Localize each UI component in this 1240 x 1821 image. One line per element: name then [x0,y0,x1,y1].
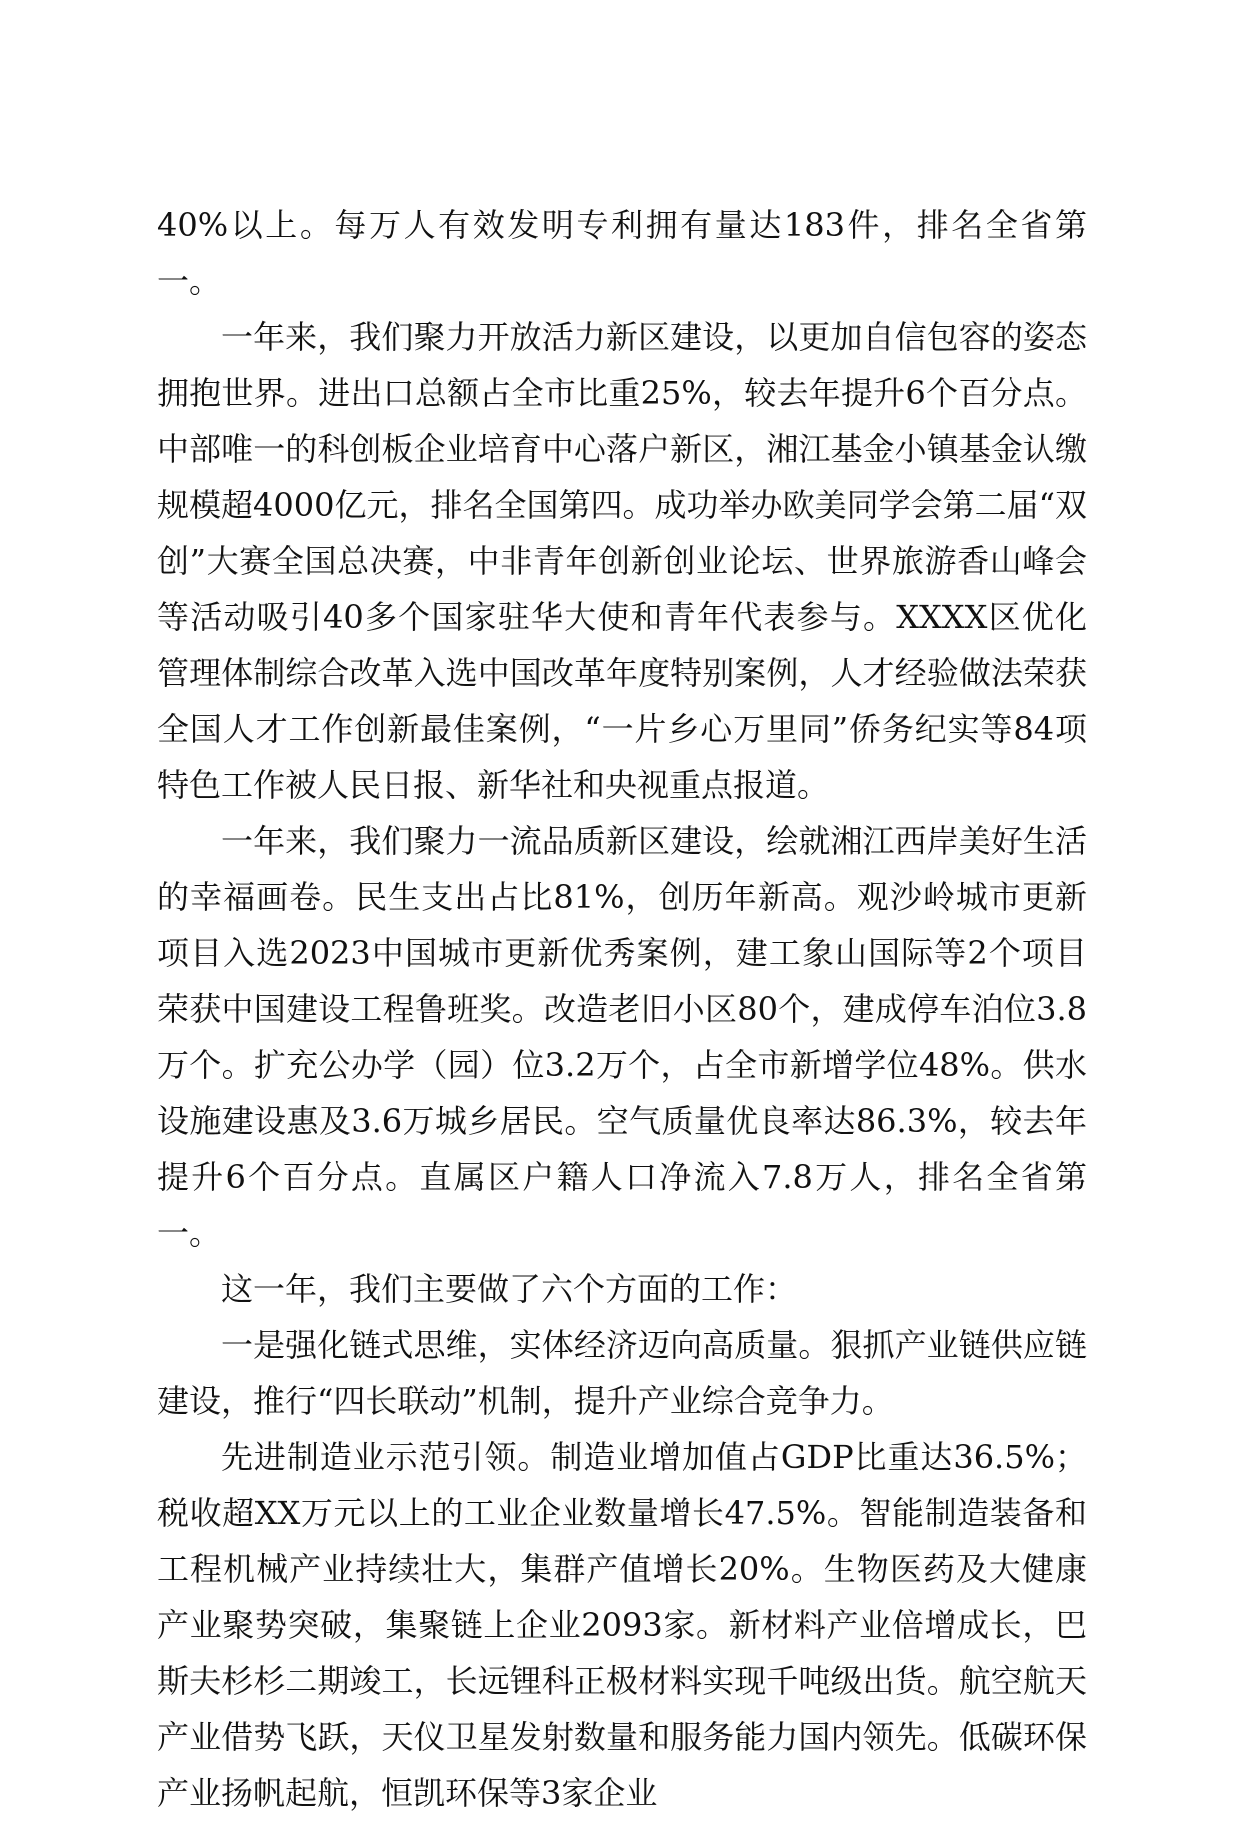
paragraph-six-aspects: 这一年，我们主要做了六个方面的工作： [221,1270,798,1308]
paragraph-quality-new-area: 一年来，我们聚力一流品质新区建设，绘就湘江西岸美好生活的幸福画卷。民生支出占比81%，创历年新高。观沙岭城市更新项目入选2023中国城市更新优秀案例，建工象山国际等2个项目荣获中国建设工程鲁班奖。改造老旧小区80个，建成停车泊位3.8万个。扩充公办学（园）位3.2万个，占全市新增学位48%。供水设施建设惠及3.6万城乡居民。空气质量优良率达86.3%，较去年提升6个百分点。直属区户籍人口净流入7.8万人，排名全省第一。 [157,822,1087,1252]
document-body [157,197,1087,1821]
paragraph-open-new-area: 一年来，我们聚力开放活力新区建设，以更加自信包容的姿态拥抱世界。进出口总额占全市比重25%，较去年提升6个百分点。中部唯一的科创板企业培育中心落户新区，湘江基金小镇基金认缴规模超4000亿元，排名全国第四。成功举办欧美同学会第二届“双创”大赛全国总决赛，中非青年创新创业论坛、世界旅游香山峰会等活动吸引40多个国家驻华大使和青年代表参与。XXXX区优化管理体制综合改革入选中国改革年度特别案例，人才经验做法荣获全国人才工作创新最佳案例，“一片乡心万里同”侨务纪实等84项特色工作被人民日报、新华社和央视重点报道。 [157,318,1087,804]
paragraph-chain-thinking: 一是强化链式思维，实体经济迈向高质量。狠抓产业链供应链建设，推行“四长联动”机制，提升产业综合竞争力。 [157,1326,1087,1420]
paragraph-continuation: 40%以上。每万人有效发明专利拥有量达183件，排名全省第一。 [157,206,1087,300]
paragraph-advanced-manufacturing: 先进制造业示范引领。制造业增加值占GDP比重达36.5%；税收超XX万元以上的工业企业数量增长47.5%。智能制造装备和工程机械产业持续壮大，集群产值增长20%。生物医药及大健康产业聚势突破，集聚链上企业2093家。新材料产业倍增成长，巴斯夫杉杉二期竣工，长远锂科正极材料实现千吨级出货。航空航天产业借势飞跃，天仪卫星发射数量和服务能力国内领先。低碳环保产业扬帆起航，恒凯环保等3家企业 [157,1438,1087,1812]
